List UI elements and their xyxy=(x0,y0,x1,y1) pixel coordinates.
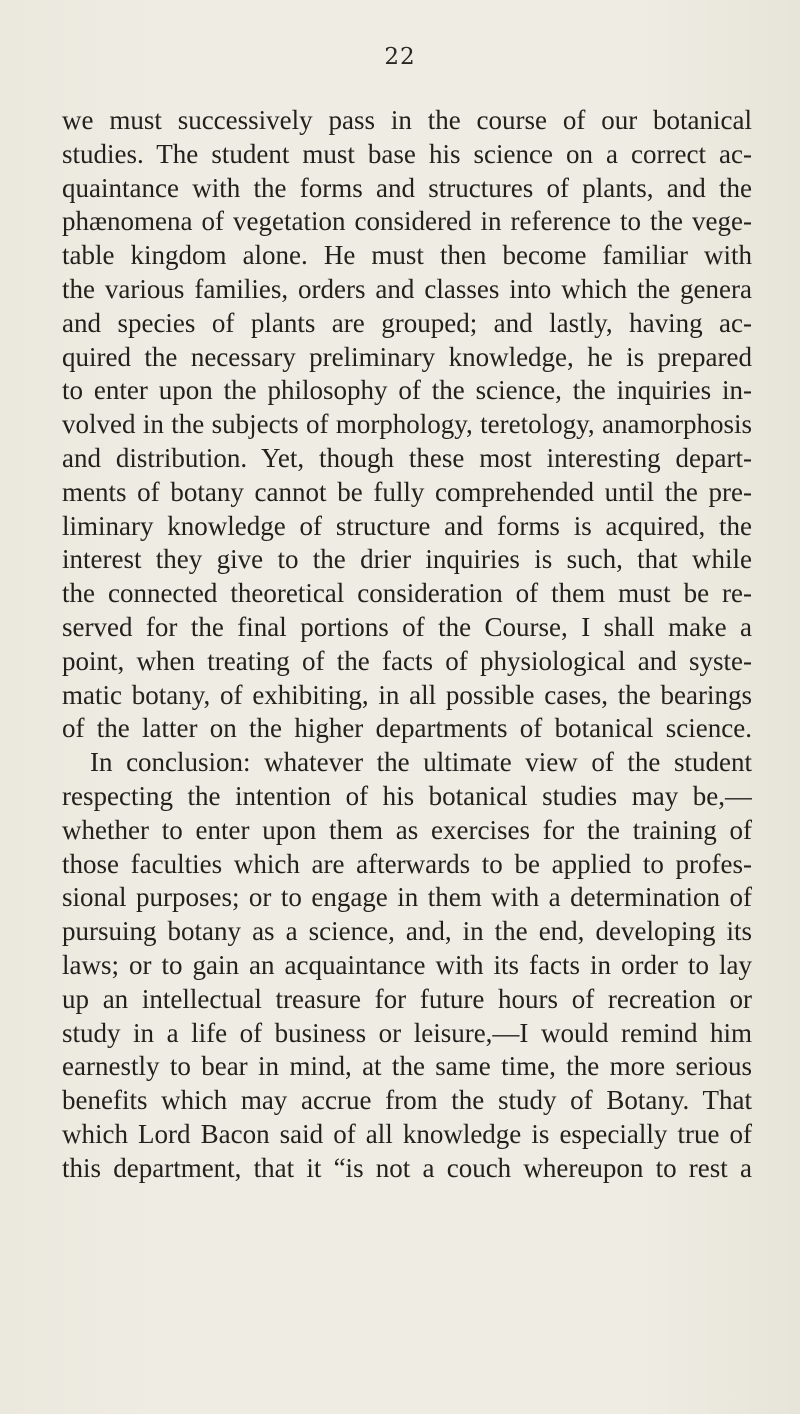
text-line: and distribution. Yet, though these most interesting depart- xyxy=(62,442,752,473)
text-line: volved in the subjects of morphology, teretology, anamorphosis xyxy=(62,409,752,440)
text-line: In conclusion: whatever the ultimate view of the student xyxy=(90,747,752,778)
text-line: table kingdom alone. He must then become familiar with xyxy=(62,240,752,271)
text-line: the connected theoretical consideration of them must be re- xyxy=(62,578,752,609)
text-line: studies. The student must base his science on a correct ac- xyxy=(62,138,752,169)
text-line: served for the final portions of the Course, I shall make a xyxy=(62,611,752,642)
text-line: earnestly to bear in mind, at the same time, the more serious xyxy=(62,1051,752,1082)
page-number: 22 xyxy=(384,44,416,70)
text-line: point, when treating of the facts of physiological and syste- xyxy=(62,645,752,676)
text-line: quired the necessary preliminary knowledge, he is prepared xyxy=(62,341,752,372)
text-line: matic botany, of exhibiting, in all possible cases, the bearings xyxy=(62,679,752,710)
text-line: respecting the intention of his botanical studies may be,— xyxy=(62,780,752,811)
text-line: to enter upon the philosophy of the science, the inquiries in- xyxy=(62,375,752,406)
text-line: whether to enter upon them as exercises for the training of xyxy=(62,814,752,845)
text-line: benefits which may accrue from the study of Botany. That xyxy=(62,1085,752,1116)
text-line: this department, that it “is not a couch whereupon to rest a xyxy=(62,1152,752,1183)
text-line: study in a life of business or leisure,—I would remind him xyxy=(62,1017,752,1048)
text-line: laws; or to gain an acquaintance with its facts in order to lay xyxy=(62,949,752,980)
text-line: and species of plants are grouped; and lastly, having ac- xyxy=(62,307,752,338)
text-line: we must successively pass in the course of our botanical xyxy=(62,105,752,135)
text-line: quaintance with the forms and structures of plants, and the xyxy=(62,172,752,203)
text-line: ments of botany cannot be fully comprehended until the pre- xyxy=(62,476,752,507)
text-line: sional purposes; or to engage in them with a determination of xyxy=(62,882,752,913)
text-line: interest they give to the drier inquiries is such, that while xyxy=(62,544,752,575)
body-text xyxy=(62,104,752,1186)
text-line: liminary knowledge of structure and forms is acquired, the xyxy=(62,510,752,541)
text-line: up an intellectual treasure for future hours of recreation or xyxy=(62,983,752,1014)
text-line: pursuing botany as a science, and, in the end, developing its xyxy=(62,916,752,947)
text-line: of the latter on the higher departments of botanical science. xyxy=(62,713,752,744)
text-line: the various families, orders and classes into which the genera xyxy=(62,273,752,304)
text-line: phænomena of vegetation considered in reference to the vege- xyxy=(62,206,752,237)
text-line: those faculties which are afterwards to be applied to profes- xyxy=(62,848,752,879)
text-line: which Lord Bacon said of all knowledge is especially true of xyxy=(62,1118,752,1149)
